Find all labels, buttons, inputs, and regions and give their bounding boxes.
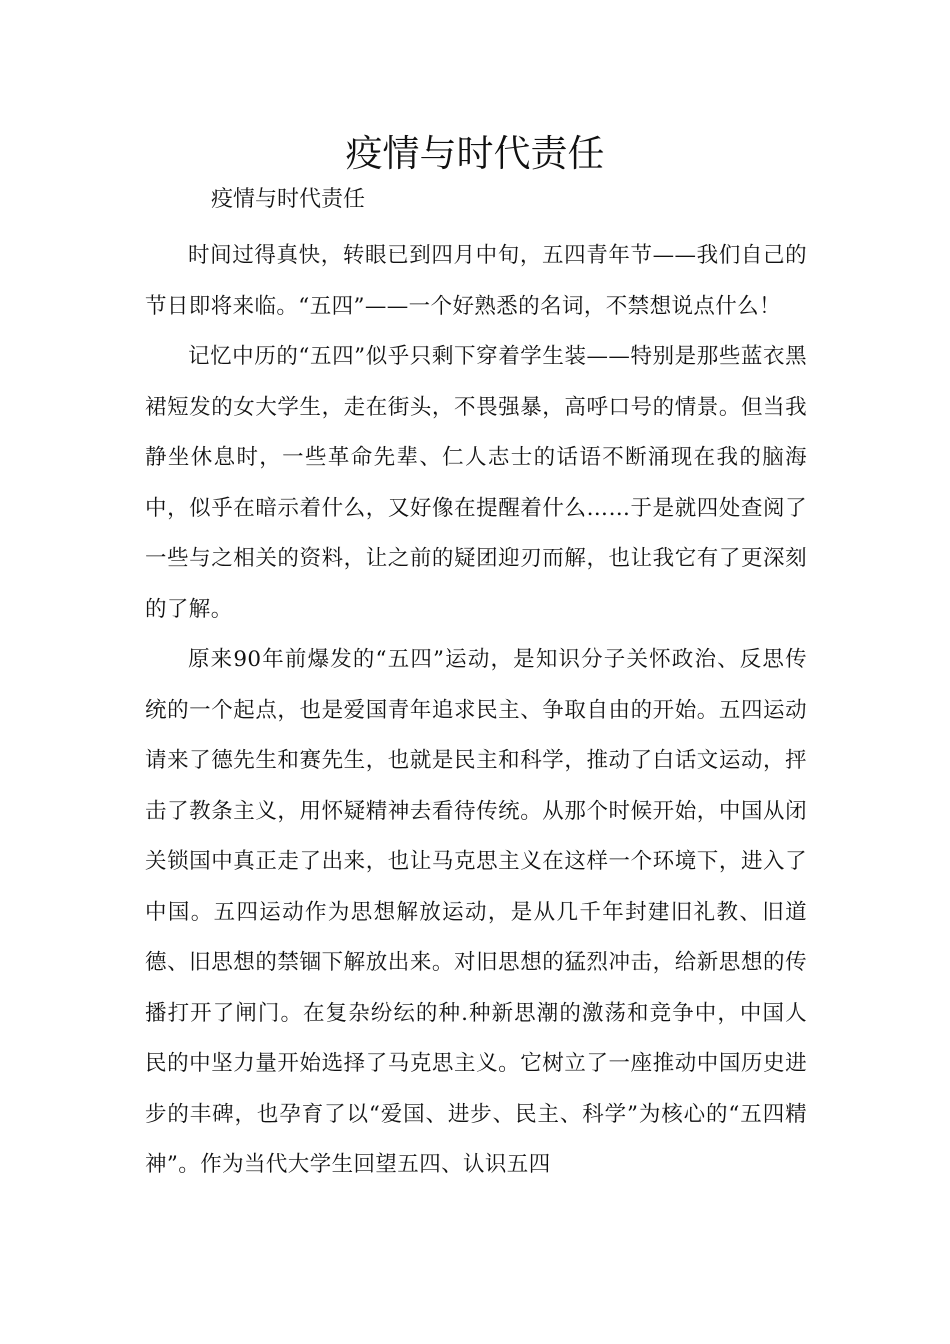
document-title: 疫情与时代责任 bbox=[345, 132, 605, 175]
document-subtitle: 疫情与时代责任 bbox=[211, 187, 366, 212]
paragraph: 原来90年前爆发的“五四”运动，是知识分子关怀政治、反思传统的一个起点，也是爱国青年追求民主、争取自由的开始。五四运动请来了德先生和赛先生，也就是民主和科学，推动了白话文运动，抨击了教条主义，用怀疑精神去看待传统。从那个时候开始，中国从闭关锁国中真正走了出来，也让马克思主义在这样一个环境下，进入了中国。五四运动作为思想解放运动，是从几千年封建旧礼教、旧道德、旧思想的禁锢下解放出来。对旧思想的猛烈冲击，给新思想的传播打开了闸门。在复杂纷纭的种.种新思潮的激荡和竞争中，中国人民的中坚力量开始选择了马克思主义。它树立了一座推动中国历史进步的丰碑，也孕育了以“爱国、进步、民主、科学”为核心的“五四精神”。作为当代大学生回望五四、认识五四 bbox=[145, 647, 807, 1177]
document-body bbox=[145, 231, 807, 1191]
paragraph: 时间过得真快，转眼已到四月中旬，五四青年节——我们自己的节日即将来临。“五四”——一个好熟悉的名词，不禁想说点什么！ bbox=[145, 243, 807, 319]
paragraph: 记忆中历的“五四”似乎只剩下穿着学生装——特别是那些蓝衣黑裙短发的女大学生，走在街头，不畏强暴，高呼口号的情景。但当我静坐休息时，一些革命先辈、仁人志士的话语不断涌现在我的脑海中，似乎在暗示着什么，又好像在提醒着什么……于是就四处查阅了一些与之相关的资料，让之前的疑团迎刃而解，也让我它有了更深刻的了解。 bbox=[145, 344, 807, 622]
